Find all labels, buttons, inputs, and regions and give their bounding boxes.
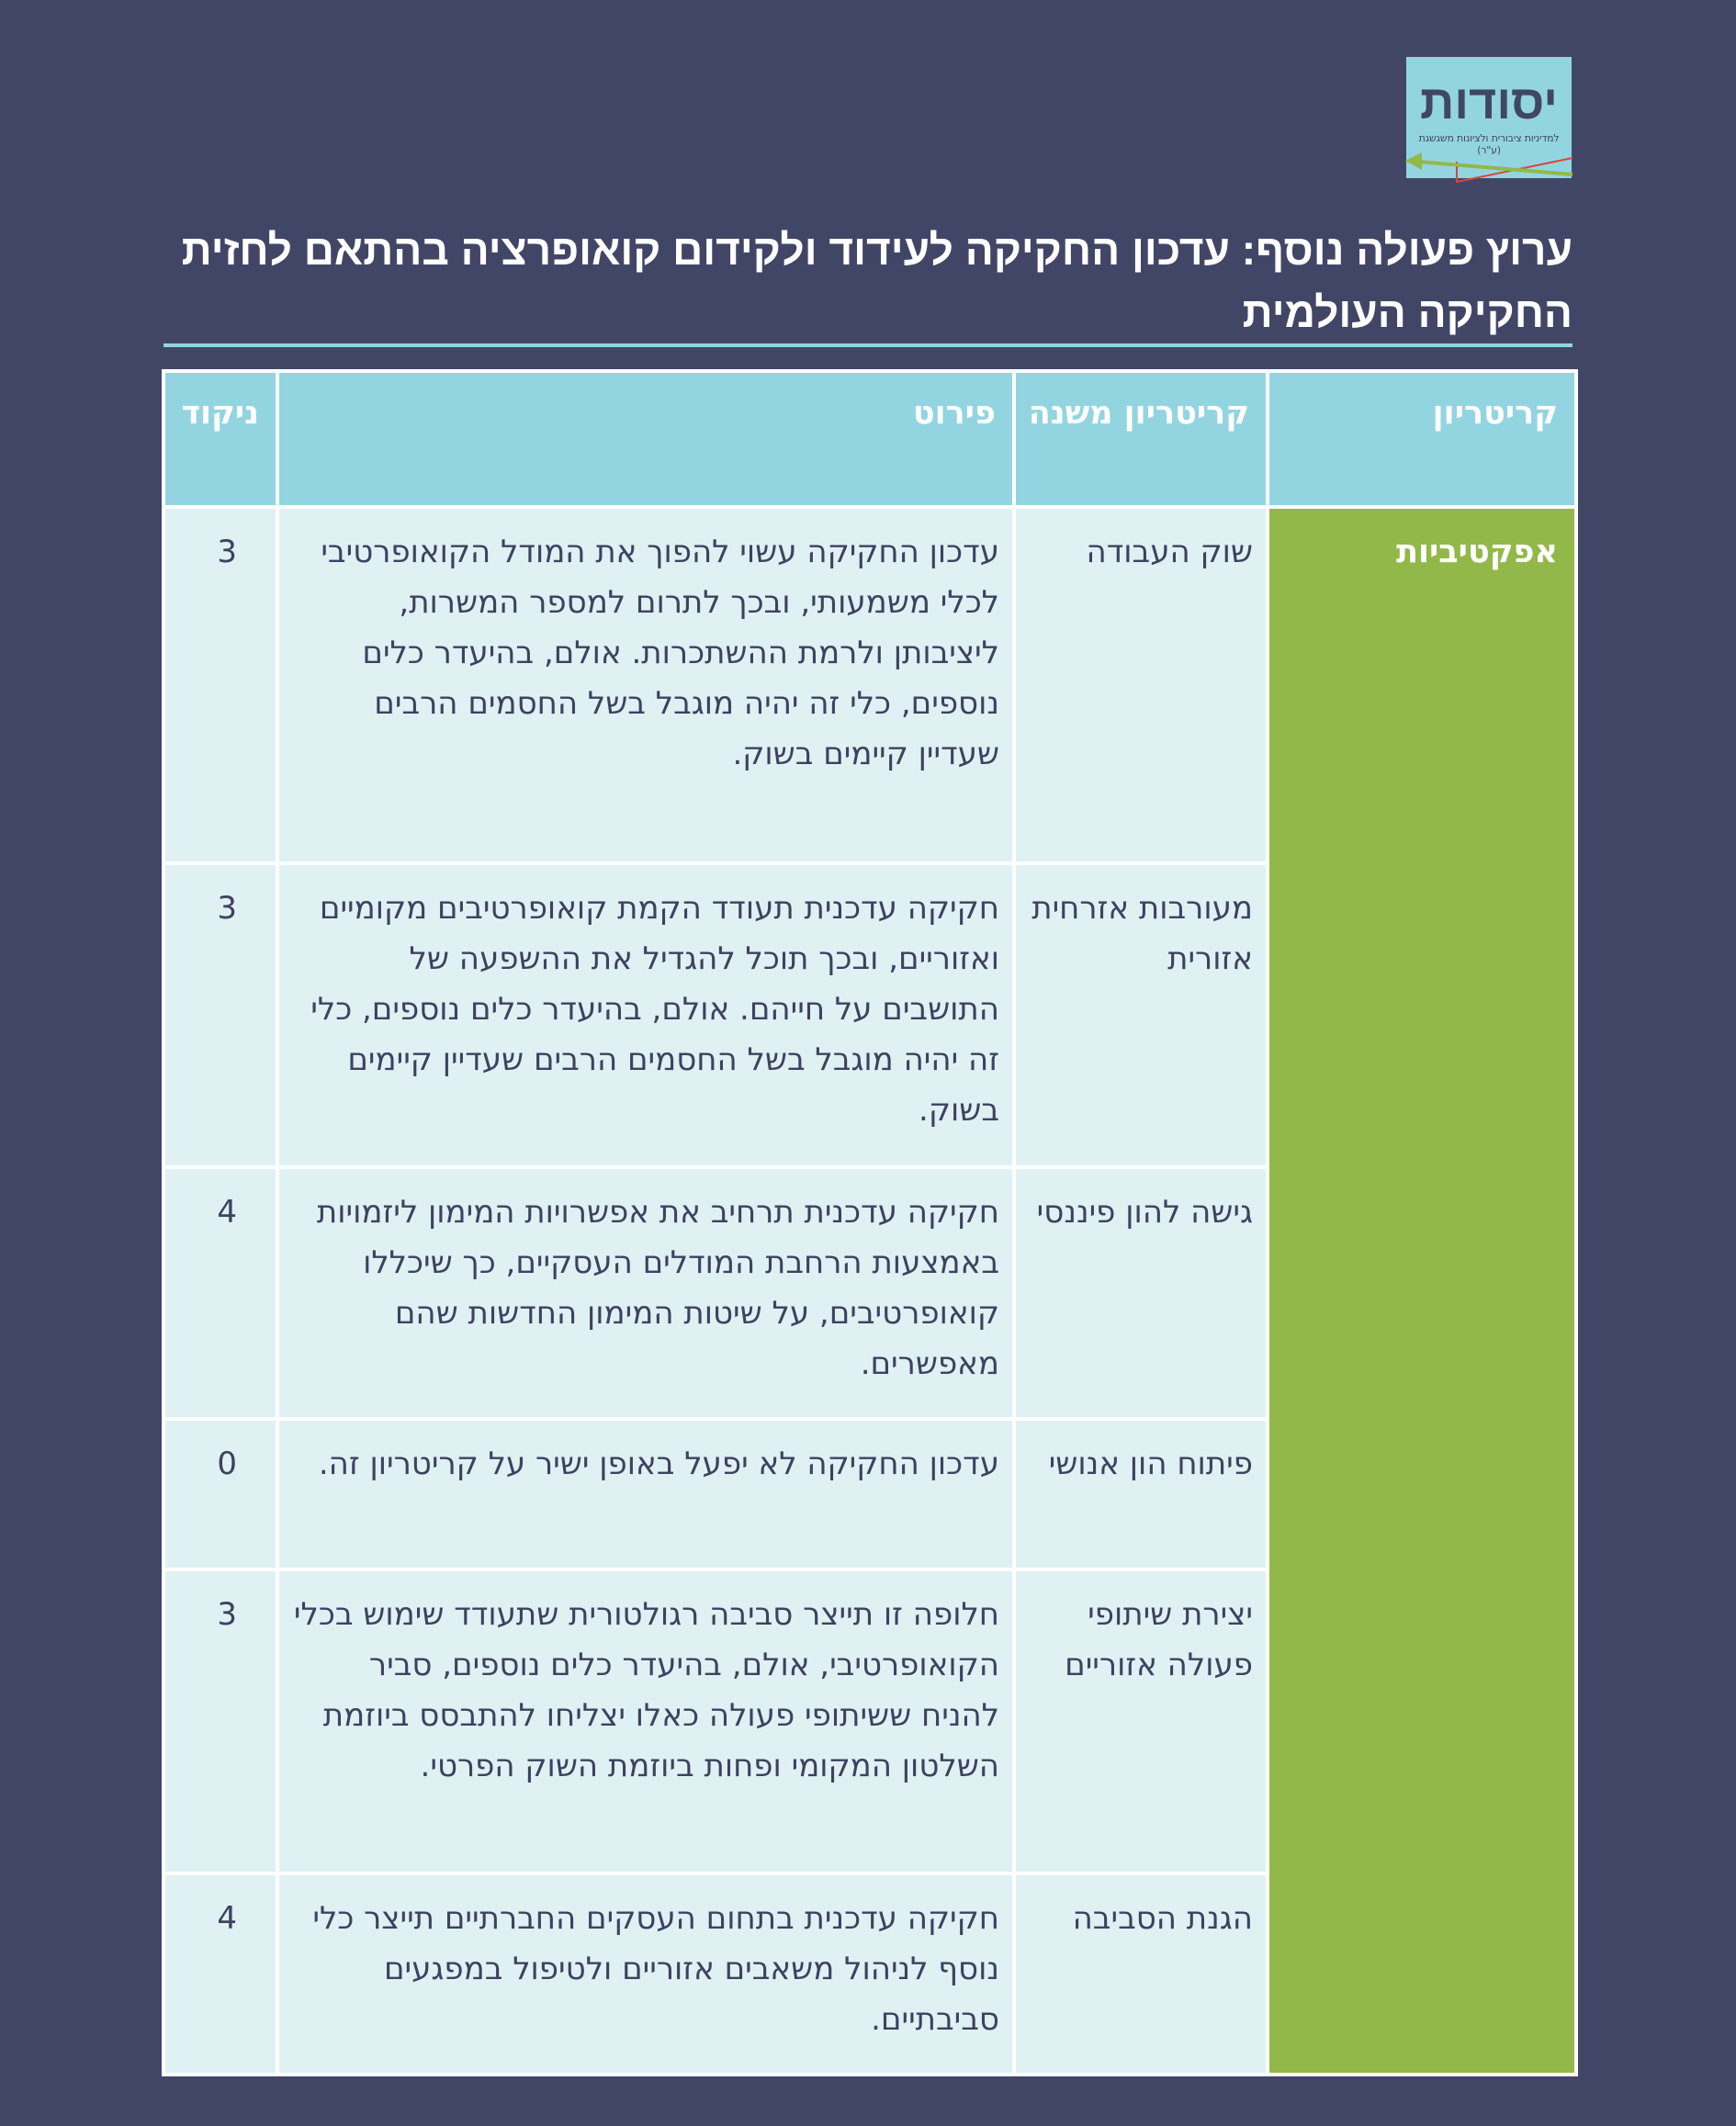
sub-criterion-cell: הגנת הסביבה xyxy=(1014,1873,1268,2075)
detail-cell: חלופה זו תייצר סביבה רגולטורית שתעודד שימוש בכלי הקואופרטיבי, אולם, בהיעדר כלים נוספים, סביר להניח ששיתופי פעולה כאלו יצליחו להתבסס ביוזמת השלטון המקומי ופחות ביוזמת השוק הפרטי. xyxy=(277,1569,1014,1873)
header-score: ניקוד xyxy=(163,371,277,507)
header-detail: פירוט xyxy=(277,371,1014,507)
logo-name: יסודות xyxy=(1420,76,1558,129)
score-cell: 4 xyxy=(163,1873,277,2075)
logo-arrow-icon xyxy=(1403,57,1574,186)
sub-criterion-cell: יצירת שיתופי פעולה אזוריים xyxy=(1014,1569,1268,1873)
page-title: ערוץ פעולה נוסף: עדכון החקיקה לעידוד ולקידום קואופרציה בהתאם לחזית החקיקה העולמית xyxy=(181,226,1573,336)
detail-cell: חקיקה עדכנית תרחיב את אפשרויות המימון ליזמויות באמצעות הרחבת המודלים העסקיים, כך שיכללו קואופרטיבים, על שיטות המימון החדשות שהם מאפשרים. xyxy=(277,1167,1014,1419)
sub-criterion-cell: פיתוח הון אנושי xyxy=(1014,1419,1268,1569)
detail-cell: עדכון החקיקה עשוי להפוך את המודל הקואופרטיבי לכלי משמעותי, ובכך לתרום למספר המשרות, ליציבותן ולרמת ההשתכרות. אולם, בהיעדר כלים נוספים, כלי זה יהיה מוגבל בשל החסמים הרבים שעדיין קיימים בשוק. xyxy=(277,507,1014,863)
header-sub-criterion: קריטריון משנה xyxy=(1014,371,1268,507)
yesodot-logo xyxy=(1403,57,1574,186)
score-cell: 4 xyxy=(163,1167,277,1419)
score-cell: 3 xyxy=(163,863,277,1167)
detail-cell: עדכון החקיקה לא יפעל באופן ישיר על קריטריון זה. xyxy=(277,1419,1014,1569)
main-criterion-cell: אפקטיביות xyxy=(1268,507,1576,2075)
title-divider xyxy=(163,343,1573,347)
score-cell: 0 xyxy=(163,1419,277,1569)
score-cell: 3 xyxy=(163,1569,277,1873)
header-criterion: קריטריון xyxy=(1268,371,1576,507)
detail-cell: חקיקה עדכנית בתחום העסקים החברתיים תייצר כלי נוסף לניהול משאבים אזוריים ולטיפול במפגעים סביבתיים. xyxy=(277,1873,1014,2075)
detail-cell: חקיקה עדכנית תעודד הקמת קואופרטיבים מקומיים ואזוריים, ובכך תוכל להגדיל את ההשפעה של התושבים על חייהם. אולם, בהיעדר כלים נוספים, כלי זה יהיה מוגבל בשל החסמים הרבים שעדיין קיימים בשוק. xyxy=(277,863,1014,1167)
sub-criterion-cell: מעורבות אזרחית אזורית xyxy=(1014,863,1268,1167)
table-row xyxy=(163,507,1576,863)
table-header-row xyxy=(163,371,1576,507)
score-cell: 3 xyxy=(163,507,277,863)
criteria-table xyxy=(162,369,1578,2076)
sub-criterion-cell: שוק העבודה xyxy=(1014,507,1268,863)
sub-criterion-cell: גישה להון פיננסי xyxy=(1014,1167,1268,1419)
logo-tagline: למדיניות ציבורית ולציונות משגשגת (ע"ר) xyxy=(1418,132,1560,156)
